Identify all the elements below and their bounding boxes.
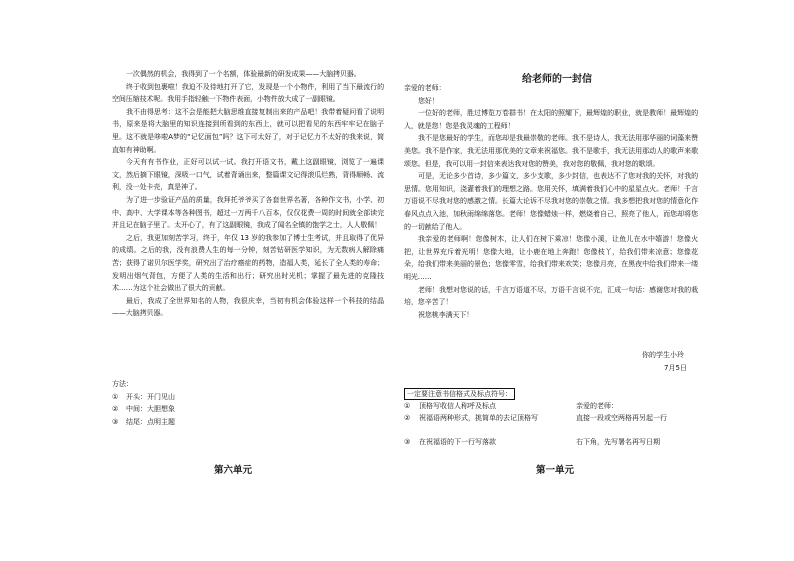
essay-paragraph: 我不由得思考：这不会是能把大脑思维直接复制出来的产品吧！我带着疑问看了说明书，原来是将大脑里的知识连接到所看到的东西上，就可以把看见的东西牢牢记在脑子里。这不就是哆啦A梦的“记忆面包”吗？这下可太好了，对于记忆力不太好的我来说，简直如有神助啊。 [112, 107, 384, 154]
letter-paragraph: 我不是您最好的学生，而您却是我最崇敬的老师。我不是诗人，我无法用那华丽的词藻来赞美您。我不是作家，我无法用那优美的文章来祝福您。我不是歌手，我无法用那动人的歌声来歌颂您。但是，我可以用一封信来表达我对您的赞美，我对您的敬佩，我对您的歌颂。 [404, 134, 698, 168]
letter-title: 给老师的一封信 [522, 74, 592, 85]
essay-paragraph: 之后，我更加刻苦学习，终于，年仅 13 岁的我参加了博士生考试，并且取得了优异的成绩。之后的我，没有浪费人生的每一分钟，刻苦钻研医学知识，为无数病人解除痛苦；获得了诺贝尔医学奖，研究出了治疗癌症的药物，造福人类，延长了全人类的寿命；发明出烟气背包，方便了人类的生活和出行；研究出时光机；掌握了最先进的克隆技术……为这个社会做出了很大的贡献。 [112, 233, 384, 293]
letter-body [404, 82, 698, 321]
essay-paragraph: 最后，我成了全世界知名的人物，我很庆幸，当初有机会体验这样一个科技的结晶——大脑拷贝器。 [112, 296, 384, 318]
method-item: ① 开头：开门见山 [112, 392, 175, 401]
format-notes [404, 388, 698, 448]
method-item: ② 中间：大胆想象 [112, 405, 175, 413]
left-essay [112, 68, 384, 320]
essay-paragraph: 一次偶然的机会，我得到了一个名额，体验最新的研发成果——大脑拷贝器。 [126, 70, 361, 78]
letter-date: 7月5日 [664, 364, 687, 372]
note-row: ① 顶格写收信人称呼及标点 亲爱的老师： [404, 402, 618, 410]
letter-paragraph: 老师！我想对您说的话，千言万语道不尽，万语千言说不完，汇成一句话：感谢您对我的栽培，您辛苦了！ [404, 285, 698, 307]
essay-paragraph: 今天有有书作业，正好可以试一试。我打开语文书，戴上这副眼镜，浏览了一遍课文，然后摘下眼镜，深吸一口气，试着背诵出来，整篇课文记得滚瓜烂熟，背得顺畅、流利，没一处卡壳，真是神了。 [112, 158, 384, 192]
methods-title: 方法： [112, 380, 133, 388]
letter-salutation: 亲爱的老师： [404, 84, 446, 92]
unit-label-left: 第六单元 [214, 465, 253, 476]
note-row: ③ 在祝福语的下一行写落款 右下角，先写署名再写日期 [404, 438, 660, 446]
essay-paragraph: 终于收到包裹啦！我迫不及待地打开了它，发现是一个小物件，利用了当下最流行的空间压缩技术呢。我用手指轻触一下物件表面，小物件放大成了一副眼镜。 [112, 82, 384, 104]
letter-paragraph: 我亲爱的老师啊！您像树木，让人们在树下乘凉！您像小溪，让鱼儿在水中嬉游！您像火把，让世界充斥着光明！您像大地，让小鹿在地上奔跑！您像枝丫，给我们带来凉意；您像花朵，给我们带来美丽的景色；您像零雪，给我们带来欢笑；您像月亮，在黑夜中给我们带来一缕明光…… [404, 235, 698, 281]
note-row: ② 祝福语两种形式，挑简单的去记顶格写 直接一段或空两格再另起一行 [404, 414, 667, 422]
essay-paragraph: 为了进一步验证产品的质量，我拜托爷爷买了各套世界名著，各种作文书，小学、初中、高中、大学课本等各种图书，超过一万两千八百本，仅仅花费一周的时间就全部读完并且记在脑子里了。太开心了，有了这副眼镜，我成了闻名全镇的饱学之士，人人敬佩！ [112, 195, 384, 230]
methods-list [112, 378, 384, 428]
letter-paragraph: 一位好的老师，胜过博览万卷群书！在太阳的照耀下，最辉煌的职业，就是教师！最辉煌的人，就是您！您是我灵魂的工程师！ [404, 109, 698, 130]
letter-closing: 祝您桃李满天下！ [418, 310, 474, 319]
unit-label-right: 第一单元 [536, 465, 575, 476]
letter-paragraph: 可是，无论多少首诗，多少篇文，多少支歌，多少封信，也表达不了您对我的关怀，对我的思情。您用知识，浇灌着我们的理想之路。您用关怀，填满着我们心中的星星点火。老师！千言万语说不尽我对您的感激之情。长篇大论诉不尽我对您的崇敬之情。我多想把我对您的情意化作春风点点入池，加秋雨绵绵落您。老师！您像蜡烛一样，燃烧着自己，照亮了他人，而您却将您的一切献给了他人。 [404, 172, 698, 231]
method-item: ③ 结尾：点明主题 [112, 417, 175, 426]
notes-title: 一定要注意书信格式及标点符号： [404, 388, 515, 400]
letter-greeting: 您好！ [418, 96, 439, 105]
letter-signer: 你的学生小玲 [642, 351, 684, 359]
